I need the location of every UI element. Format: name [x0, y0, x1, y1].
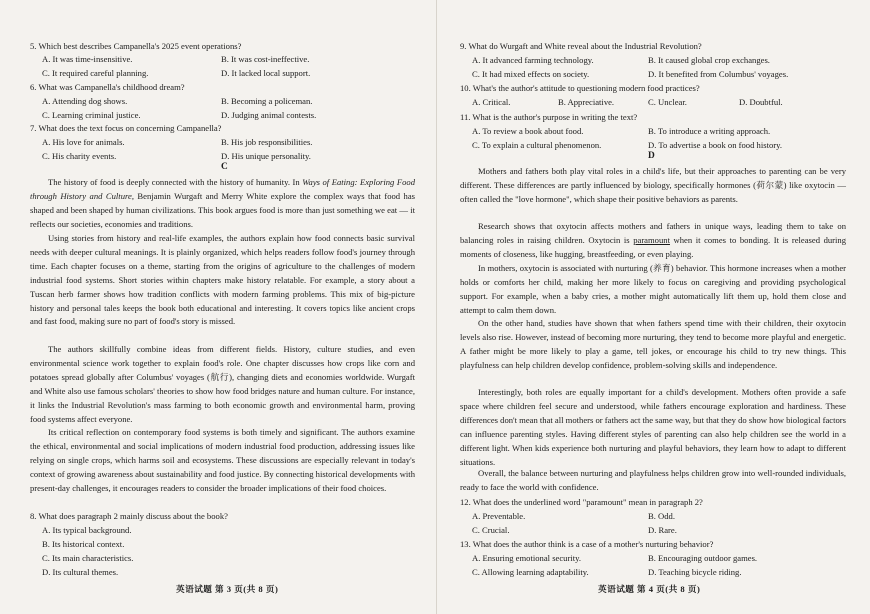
- question-9-option-d: D. It benefited from Columbus' voyages.: [648, 69, 789, 79]
- question-11-option-a: A. To review a book about food.: [472, 126, 584, 136]
- question-12-option-c: C. Crucial.: [472, 525, 510, 535]
- question-5-stem: 5. Which best describes Campanella's 2025 event operations?: [30, 41, 242, 51]
- book-title: Ways of Eating: Exploring Food through History and Culture: [30, 177, 415, 201]
- page-4-footer: 英语试题 第 4 页(共 8 页): [598, 584, 701, 594]
- passage-c-paragraph-4: Its critical reflection on contemporary food systems is both timely and significant. The authors examine the ethical, environmental and social implications of modern industrial food production, addressing issues like relying on single crops, which harms soil and ecosystems. These discussions are especially relevant in today's context of growing awareness about sustainability and food justice. By connecting historical developments with present-day challenges, it encourages readers to consider the broader implications of their food choices.: [30, 427, 415, 493]
- passage-c-paragraph-1: [30, 176, 415, 232]
- question-11-option-c: C. To explain a cultural phenomenon.: [472, 140, 602, 150]
- question-5-option-a: A. It was time-insensitive.: [42, 54, 133, 64]
- question-11-option-b: B. To introduce a writing approach.: [648, 126, 771, 136]
- question-13-option-a: A. Ensuring emotional security.: [472, 553, 581, 563]
- passage-c-p1-lead: The history of food is deeply connected with the history of humanity. In: [48, 177, 303, 187]
- question-5-option-d: D. It lacked local support.: [221, 68, 311, 78]
- question-7-option-c: C. His charity events.: [42, 151, 117, 161]
- question-6-option-d: D. Judging animal contests.: [221, 110, 317, 120]
- question-12-option-d: D. Rare.: [648, 525, 677, 535]
- question-12-stem: 12. What does the underlined word "paramount" mean in paragraph 2?: [460, 497, 703, 507]
- question-12-option-a: A. Preventable.: [472, 511, 526, 521]
- question-8-option-b: B. Its historical context.: [42, 539, 125, 549]
- question-7-option-a: A. His love for animals.: [42, 137, 125, 147]
- passage-d-paragraph-1: Mothers and fathers both play vital roles in a child's life, but their approaches to parenting can be very different. These differences are partly influenced by biology, specifically hormones (荷尔蒙) like oxytocin — often called the "love hormone", which shape their positive behaviors as parents.: [460, 166, 846, 204]
- question-9-option-b: B. It caused global crop exchanges.: [648, 55, 770, 65]
- question-13-option-b: B. Encouraging outdoor games.: [648, 553, 758, 563]
- question-12-option-b: B. Odd.: [648, 511, 675, 521]
- question-7-stem: 7. What does the text focus on concerning Campanella?: [30, 123, 222, 133]
- question-9-option-c: C. It had mixed effects on society.: [472, 69, 590, 79]
- passage-d-paragraph-2: [460, 220, 846, 262]
- passage-d-p2-before: Research shows that oxytocin affects mothers and fathers in unique ways, leading them to take on balancing roles in raising children. Oxytocin is: [460, 221, 846, 245]
- question-10-option-d: D. Doubtful.: [739, 97, 783, 107]
- question-11-stem: 11. What is the author's purpose in writing the text?: [460, 112, 638, 122]
- question-7-option-b: B. His job responsibilities.: [221, 137, 313, 147]
- question-5-option-b: B. It was cost-ineffective.: [221, 54, 310, 64]
- passage-d-paragraph-4: On the other hand, studies have shown that when fathers spend time with their children, their oxytocin levels also rise. However, instead of becoming more nurturing, they tend to become more playful and energetic. A father might be more likely to play a game, tell jokes, or encourage his child to try new things. This playfulness can help children develop confidence, problem-solving skills and independence.: [460, 318, 846, 370]
- passage-d-paragraph-5: Interestingly, both roles are equally important for a child's development. Mothers often provide a safe space where children feel secure and understood, while fathers encourage exploration and hardiness. These differences don't mean that all mothers or fathers act the same way, but that they do show how biological factors can influence parenting styles. Having different styles of parenting can also help children see the world in a different light. When kids experience both nurturing and playful behaviors, they learn how to adapt to different situations.: [460, 387, 847, 467]
- passage-d-p2-after: when it comes to bonding. It is released during moments of closeness, like hugging, breastfeeding, or even playing.: [460, 234, 847, 259]
- question-6-option-a: A. Attending dog shows.: [42, 96, 128, 106]
- question-8-stem: 8. What does paragraph 2 mainly discuss about the book?: [30, 511, 228, 521]
- question-11-option-d: D. To advertise a book on food history.: [648, 140, 783, 150]
- passage-d-paragraph-6: Overall, the balance between nurturing and playfulness helps children grow into well-rounded individuals, ready to face the world with confidence.: [460, 468, 846, 492]
- passage-c-paragraph-3: The authors skillfully combine ideas from different fields. History, culture studies, and even environmental science work together to explain food's role. One chapter discusses how crops like corn and potatoes spread globally after Columbus' voyages (航行), changing diets and economies worldwide. Wurgaft and White also use famous scholars' theories to show how food bridges nature and human culture. For instance, it links the Industrial Revolution's mass farming to both economic growth and environmental harm, proving food systems affect everyone.: [30, 344, 415, 424]
- question-13-option-c: C. Allowing learning adaptability.: [472, 567, 589, 577]
- question-5-option-c: C. It required careful planning.: [42, 68, 149, 78]
- question-8-option-d: D. Its cultural themes.: [42, 567, 119, 577]
- question-7-option-d: D. His unique personality.: [221, 151, 311, 161]
- question-10-option-a: A. Critical.: [472, 97, 511, 107]
- section-d-heading: D: [648, 151, 655, 161]
- question-8-option-c: C. Its main characteristics.: [42, 553, 134, 563]
- passage-c-p1-rest: , Benjamin Wurgaft and Merry White explore the complex ways that food has shaped and been shaped by human civilizations. This book argues food is more than just something we eat — it reflects our societies, economies and traditions.: [30, 190, 415, 229]
- question-6-stem: 6. What was Campanella's childhood dream?: [30, 82, 185, 92]
- underlined-word-paramount: paramount: [633, 234, 670, 245]
- question-10-stem: 10. What's the author's attitude to questioning modern food practices?: [460, 83, 700, 93]
- passage-d-paragraph-3: In mothers, oxytocin is associated with nurturing (养育) behavior. This hormone increases when a mother holds or comforts her child, making her more likely to focus on caregiving and providing psychological support. For example, when a baby cries, a mother might automatically lift them up, hold them close and attempt to calm them down.: [460, 263, 846, 315]
- page-3-footer: 英语试题 第 3 页(共 8 页): [176, 584, 279, 594]
- question-8-option-a: A. Its typical background.: [42, 525, 132, 535]
- question-6-option-c: C. Learning criminal justice.: [42, 110, 141, 120]
- page-divider: [436, 0, 437, 614]
- question-9-stem: 9. What do Wurgaft and White reveal about the Industrial Revolution?: [460, 41, 702, 51]
- passage-c-paragraph-2: Using stories from history and real-life examples, the authors explain how food connects basic survival needs with deeper cultural meanings. It is plainly organized, which helps readers follow food's journey through time. Each chapter focuses on a theme, starting from the origins of agriculture to the challenges of modern industrial food systems. Short stories within chapters make history relatable. For example, a story about a Tuscan herb farmer shows how tradition conflicts with modern farming problems. This mix of big-picture history and personal tales keeps the book both educational and interesting. It covers topics like ancient crops and fast food, making sure no part of food's story is missed.: [30, 233, 415, 327]
- section-c-heading: C: [221, 162, 228, 172]
- question-10-option-b: B. Appreciative.: [558, 97, 615, 107]
- question-13-option-d: D. Teaching bicycle riding.: [648, 567, 742, 577]
- question-13-stem: 13. What does the author think is a case of a mother's nurturing behavior?: [460, 539, 714, 549]
- question-6-option-b: B. Becoming a policeman.: [221, 96, 313, 106]
- question-9-option-a: A. It advanced farming technology.: [472, 55, 594, 65]
- question-10-option-c: C. Unclear.: [648, 97, 687, 107]
